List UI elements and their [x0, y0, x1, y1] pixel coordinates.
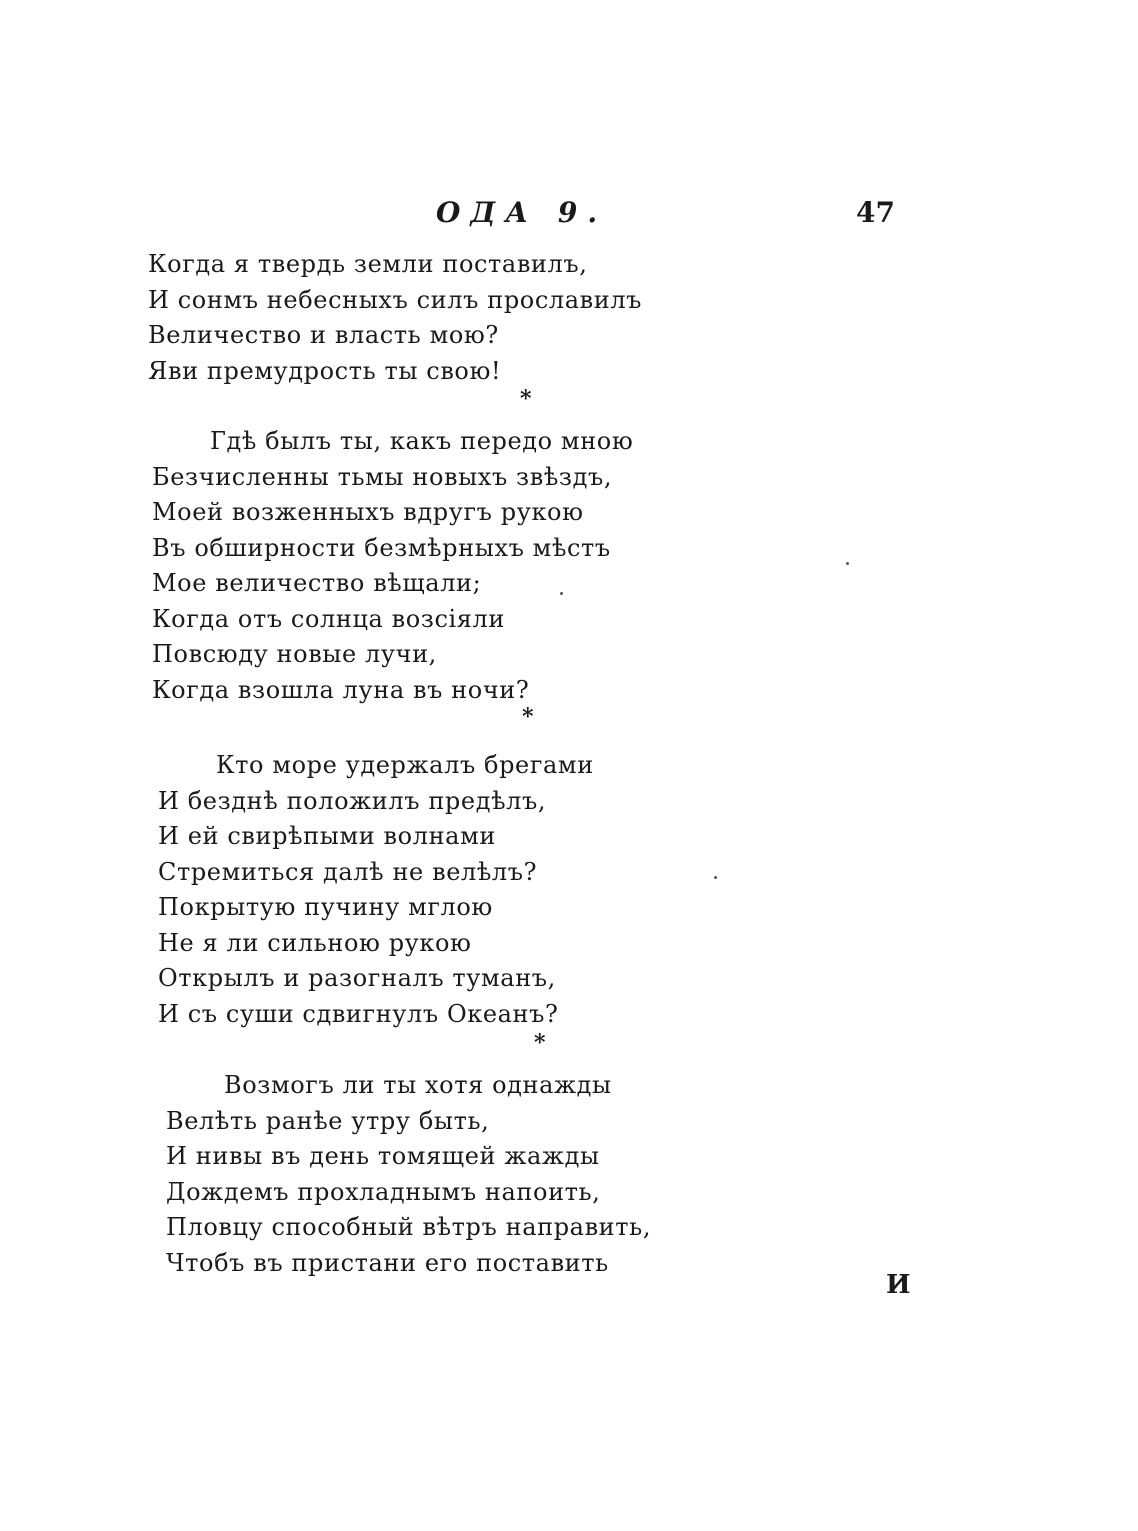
verse-line: Велѣть ранѣе утру быть, [166, 1106, 490, 1135]
verse-line: Покрытую пучину мглою [158, 893, 493, 921]
scan-speck [714, 876, 717, 879]
verse-line: Яви премудрость ты свою! [148, 356, 502, 385]
scan-speck [560, 592, 563, 595]
verse-line: Открылъ и разогналъ туманъ, [158, 964, 556, 992]
stanza-2 [152, 424, 633, 708]
scan-speck [846, 562, 849, 565]
catchword: И [886, 1270, 911, 1300]
verse-line: И сонмъ небесныхъ силъ прославилъ [148, 285, 643, 314]
verse-line: И безднѣ положилъ предѣлъ, [158, 786, 547, 815]
page-number: 47 [856, 196, 895, 229]
stanza-3 [158, 748, 594, 1032]
running-head: ОДА 9. [436, 196, 608, 229]
stanza-separator: * [520, 386, 532, 412]
verse-line: Чтобъ въ пристани его поставить [166, 1248, 609, 1277]
verse-line: Повсюду новые лучи, [152, 640, 437, 668]
verse-line: Не я ли сильною рукою [158, 928, 472, 957]
stanza-1 [148, 247, 642, 389]
stanza-separator: * [534, 1030, 546, 1056]
verse-line: Пловцу способный вѣтръ направить, [166, 1213, 652, 1241]
stanza-separator: * [522, 704, 534, 730]
verse-line: Когда отъ солнца возсіяли [152, 604, 505, 633]
verse-line: Стремиться далѣ не велѣлъ? [158, 857, 538, 886]
verse-line: Мое величество вѣщали; [152, 569, 482, 597]
verse-line: Величество и власть мою? [148, 321, 499, 349]
verse-line: Дождемъ прохладнымъ напоить, [166, 1177, 601, 1206]
verse-line: Гдѣ былъ ты, какъ передо мною [210, 427, 634, 455]
verse-line: И нивы въ день томящей жажды [166, 1142, 600, 1170]
stanza-4 [166, 1068, 651, 1281]
verse-line: И съ суши сдвигнулъ Океанъ? [158, 999, 559, 1028]
verse-line: Безчисленны тьмы новыхъ звѣздъ, [152, 462, 613, 491]
verse-line: Когда взошла луна въ ночи? [152, 675, 530, 704]
verse-line: И ей свирѣпыми волнами [158, 822, 496, 850]
verse-line: Возмогъ ли ты хотя однажды [224, 1071, 612, 1099]
verse-line: Въ обширности безмѣрныхъ мѣстъ [152, 533, 611, 562]
verse-line: Кто море удержалъ брегами [216, 751, 594, 779]
verse-line: Моей возженныхъ вдругъ рукою [152, 498, 584, 526]
verse-line: Когда я твердь земли поставилъ, [148, 250, 588, 278]
